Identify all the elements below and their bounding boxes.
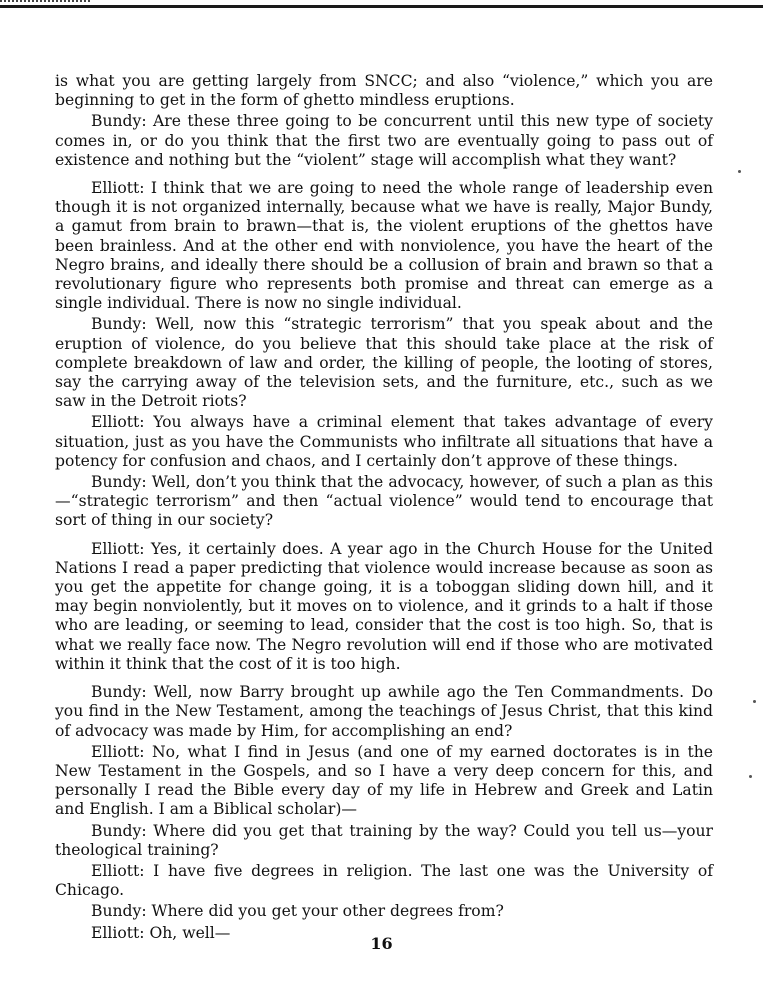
paragraph: Bundy: Where did you get that training by the way? Could you tell us—your theological training? <box>55 821 713 859</box>
scan-speck <box>749 775 752 778</box>
paragraph: is what you are getting largely from SNCC; and also “violence,” which you are beginning to get in the form of ghetto mindless eruptions. <box>55 72 713 110</box>
paragraph: Bundy: Are these three going to be concurrent until this new type of society comes in, or do you think that the first two are eventually going to pass out of existence and nothing but the “violent” stage will accomplish what they want? <box>55 112 713 169</box>
paragraph: Bundy: Well, now Barry brought up awhile ago the Ten Commandments. Do you find in the New Testament, among the teachings of Jesus Christ, that this kind of advocacy was made by Him, for accomplishing an end? <box>55 683 713 740</box>
paragraph: Elliott: You always have a criminal element that takes advantage of every situation, just as you have the Communists who infiltrate all situations that have a potency for confusion and chaos, and I certainly don’t approve of these things. <box>55 413 713 470</box>
paragraph: Elliott: Yes, it certainly does. A year ago in the Church House for the United Nations I read a paper predicting that violence would increase because as soon as you get the appetite for change going, it is a toboggan sliding down hill, and it may begin nonviolently, but it moves on to violence, and it grinds to a halt if those who are leading, or seeming to lead, consider that the cost is too high. So, that is what we really face now. The Negro revolution will end if those who are motivated within it think that the cost of it is too high. <box>55 539 713 673</box>
paragraph: Elliott: I think that we are going to need the whole range of leadership even though it is not organized internally, because what we have is really, Major Bundy, a gamut from brain to brawn—that is, the violent eruptions of the ghettos have been brainless. And at the other end with nonviolence, you have the heart of the Negro brains, and ideally there should be a collusion of brain and brawn so that a revolutionary figure who represents both promise and threat can emerge as a single individual. There is now no single individual. <box>55 179 713 313</box>
paragraph: Bundy: Well, now this “strategic terrorism” that you speak about and the eruption of violence, do you believe that this should take place at the risk of complete breakdown of law and order, the killing of people, the looting of stores, say the carrying away of the television sets, and the furniture, etc., such as we saw in the Detroit riots? <box>55 315 713 411</box>
scan-speck <box>738 170 741 173</box>
paragraph: Elliott: Oh, well— <box>91 923 231 942</box>
paragraph: Elliott: I have five degrees in religion. The last one was the University of Chicago. <box>55 861 713 900</box>
paragraph: Bundy: Well, don’t you think that the advocacy, however, of such a plan as this—“strategic terrorism” and then “actual violence” would tend to encourage that sort of thing in our society? <box>55 473 713 530</box>
page-number: 16 <box>370 934 393 953</box>
paragraph: Elliott: No, what I find in Jesus (and one of my earned doctorates is in the New Testament in the Gospels, and so I have a very deep concern for this, and personally I read the Bible every day of my life in Hebrew and Greek and Latin and English. I am a Biblical scholar)— <box>55 742 713 819</box>
transcript-body <box>55 72 713 945</box>
scan-speck <box>753 700 756 703</box>
top-rule <box>0 5 763 8</box>
paragraph: Bundy: Where did you get your other degrees from? <box>91 902 504 921</box>
